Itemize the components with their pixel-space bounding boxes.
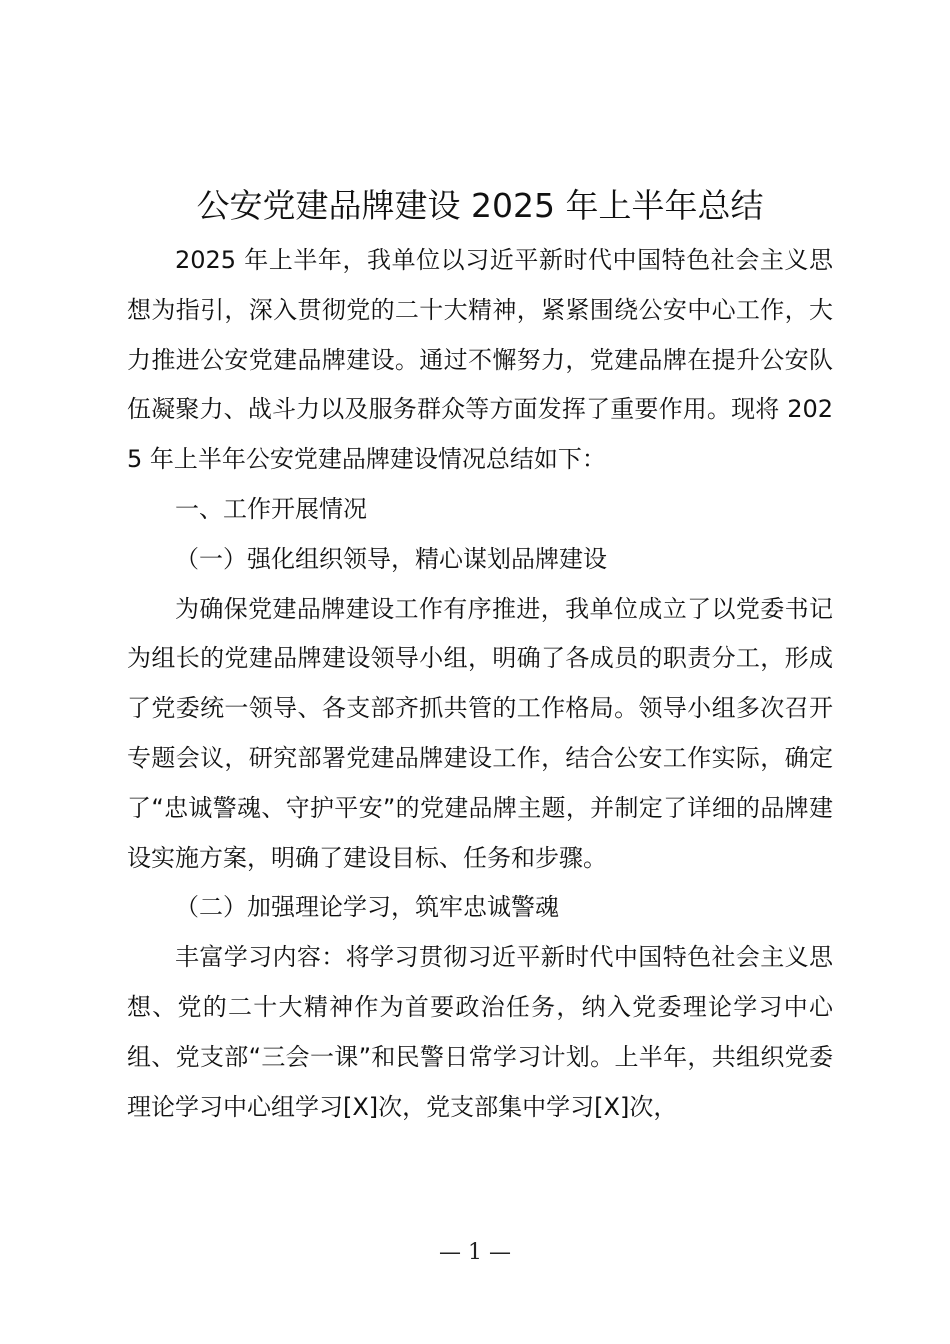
page-number: — 1 —	[439, 1240, 511, 1265]
subsection-heading-theory-study: （二）加强理论学习，筑牢忠诚警魂	[175, 893, 559, 922]
document-title: 公安党建品牌建设 2025 年上半年总结	[196, 186, 764, 225]
section-heading-work-progress: 一、工作开展情况	[175, 494, 367, 523]
subsection-body-theory-study: 丰富学习内容：将学习贯彻习近平新时代中国特色社会主义思想、党的二十大精神作为首要政治任务，纳入党委理论学习中心组、党支部“三会一课”和民警日常学习计划。上半年，共组织党委理论学习中心组学习[X]次，党支部集中学习[X]次，	[127, 943, 833, 1121]
subsection-heading-organization: （一）强化组织领导，精心谋划品牌建设	[175, 544, 607, 573]
document-body	[127, 178, 833, 1132]
subsection-body-organization: 为确保党建品牌建设工作有序推进，我单位成立了以党委书记为组长的党建品牌建设领导小组，明确了各成员的职责分工，形成了党委统一领导、各支部齐抓共管的工作格局。领导小组多次召开专题会议，研究部署党建品牌建设工作，结合公安工作实际，确定了“忠诚警魂、守护平安”的党建品牌主题，并制定了详细的品牌建设实施方案，明确了建设目标、任务和步骤。	[127, 594, 833, 872]
intro-paragraph: 2025 年上半年，我单位以习近平新时代中国特色社会主义思想为指引，深入贯彻党的二十大精神，紧紧围绕公安中心工作，大力推进公安党建品牌建设。通过不懈努力，党建品牌在提升公安队伍凝聚力、战斗力以及服务群众等方面发挥了重要作用。现将 2025 年上半年公安党建品牌建设情况总结如下：	[127, 246, 833, 474]
